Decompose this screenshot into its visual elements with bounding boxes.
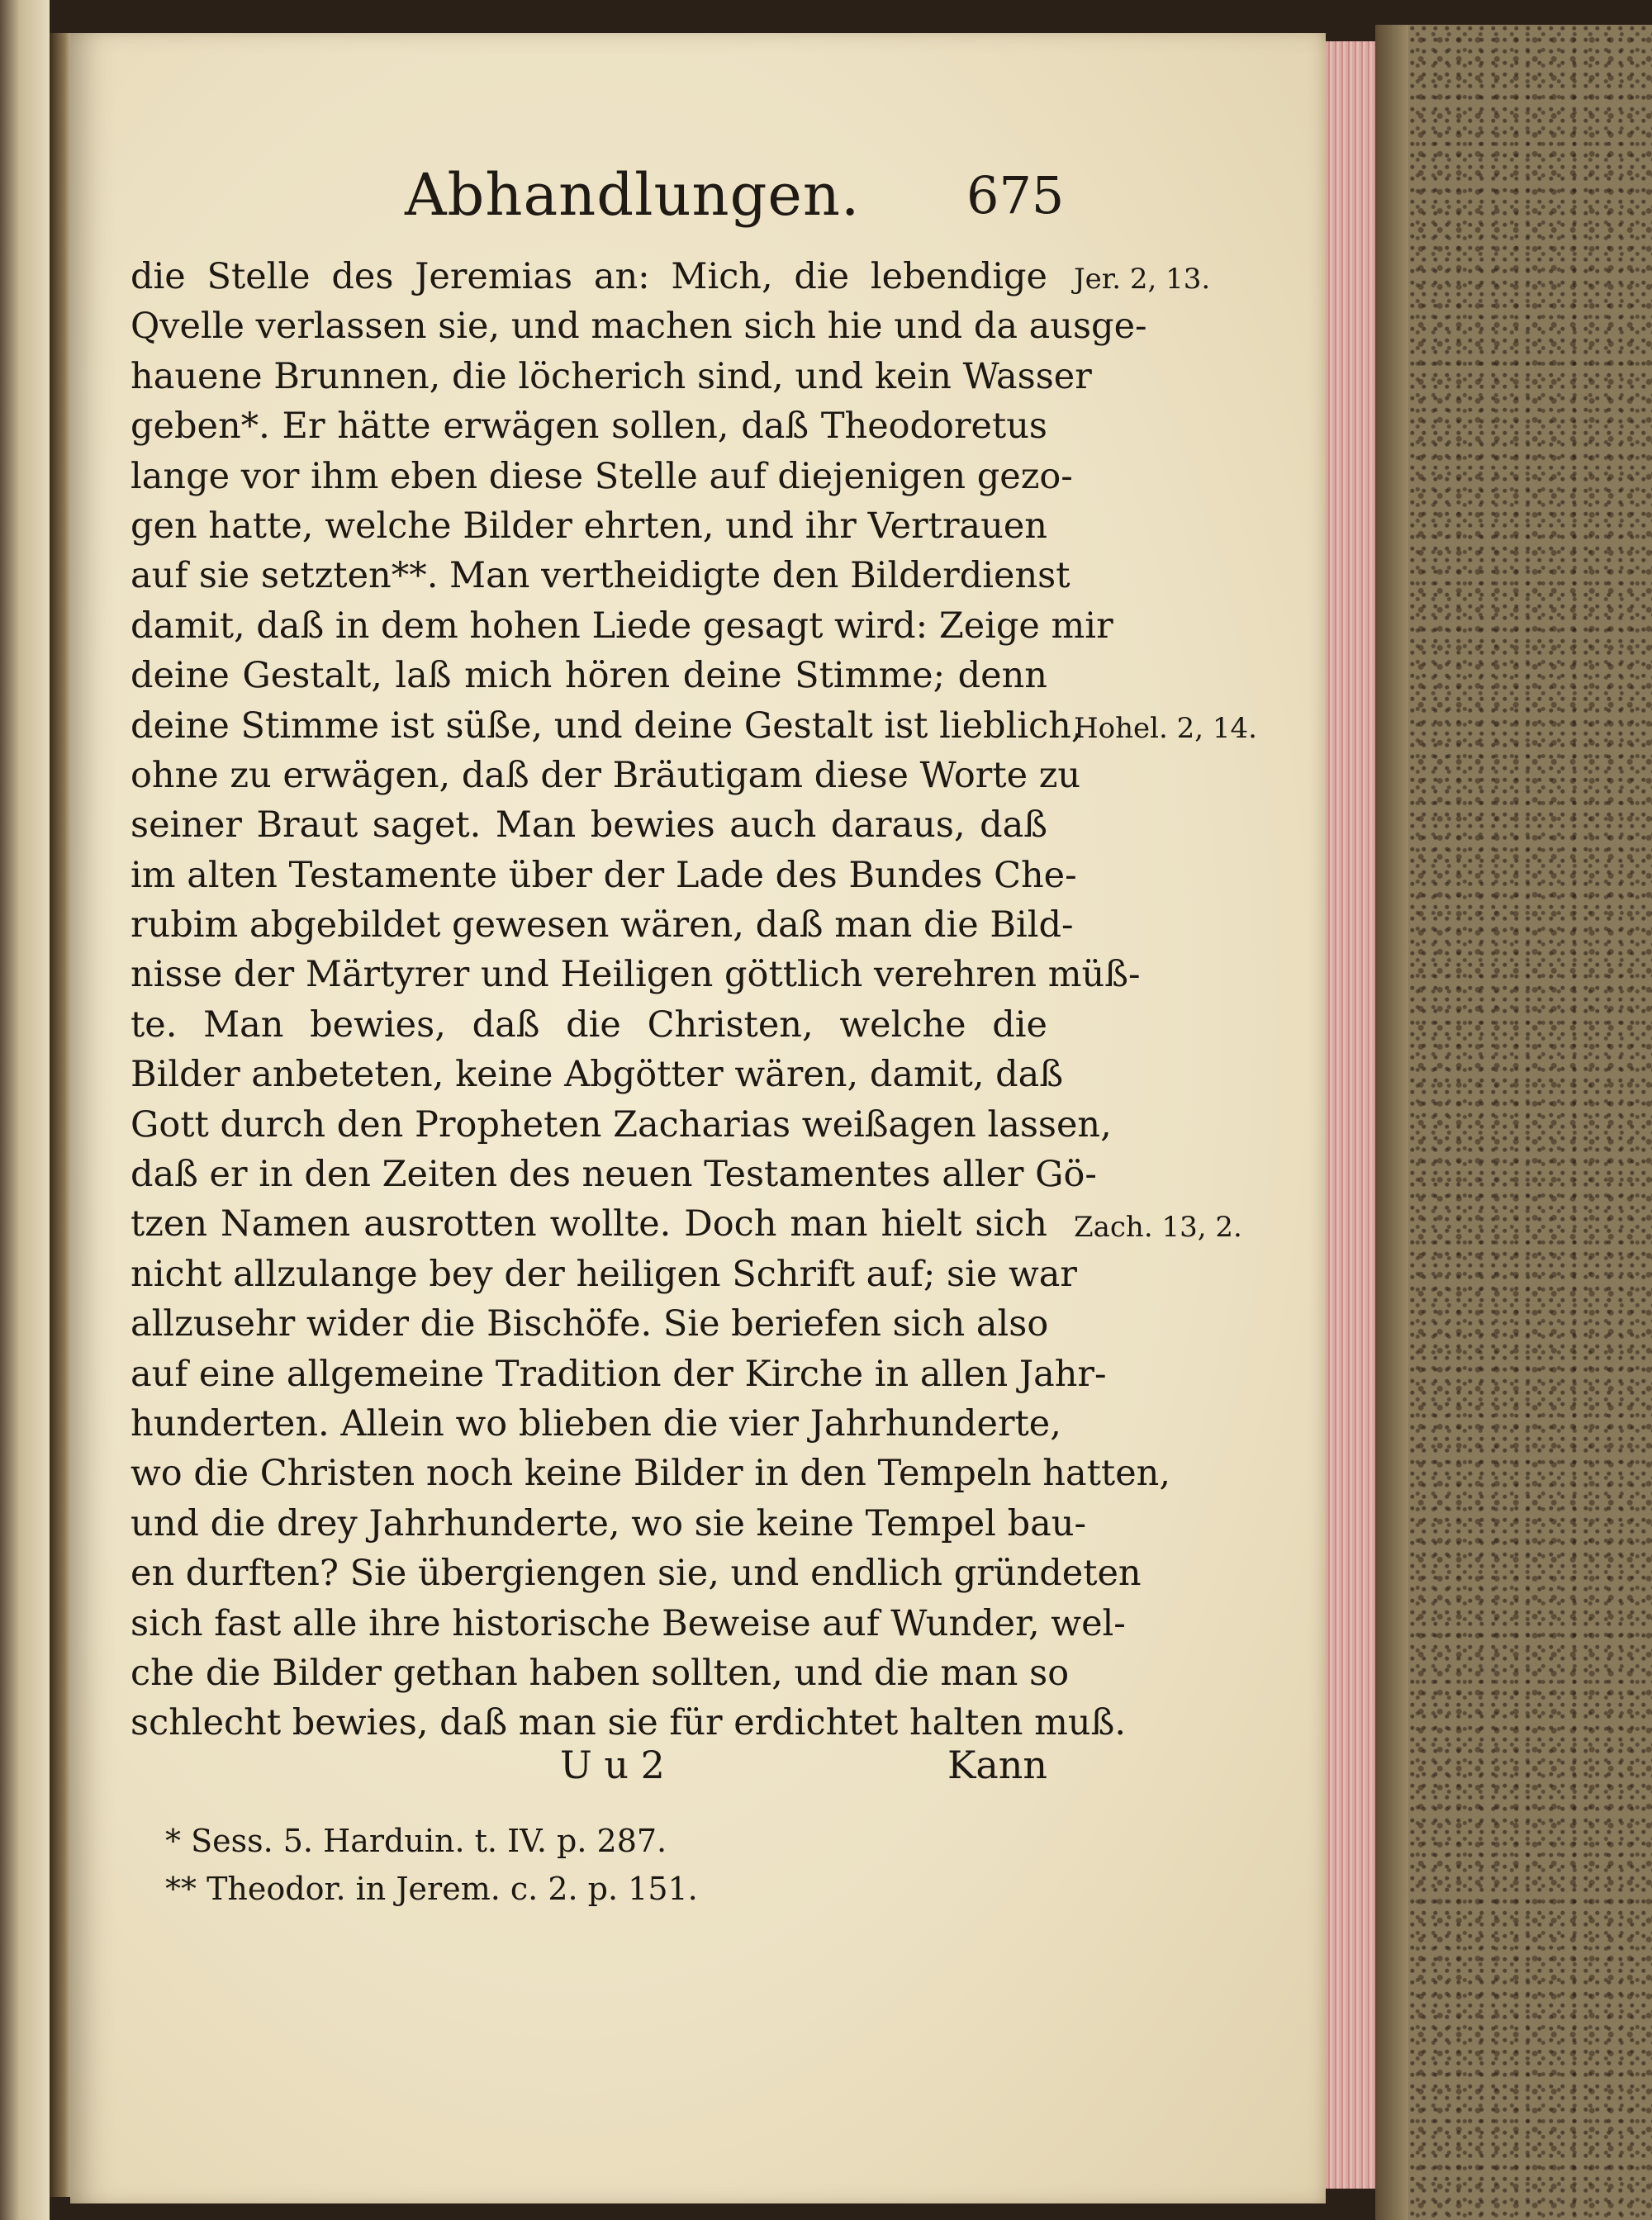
text-line: lange vor ihm eben diese Stelle auf diejenigen gezo- — [131, 455, 1073, 497]
text-line: daß er in den Zeiten des neuen Testamentes aller Gö- — [131, 1154, 1097, 1196]
footnote: ** Theodor. in Jerem. c. 2. p. 151. — [165, 1871, 698, 1907]
text-line: hauene Brunnen, die löcherich sind, und kein Wasser — [131, 355, 1092, 397]
text-line: hunderten. Allein wo blieben die vier Jahrhunderte, — [131, 1402, 1061, 1444]
footnote: * Sess. 5. Harduin. t. IV. p. 287. — [165, 1823, 667, 1859]
text-line: auf sie setzten**. Man vertheidigte den Bilderdienst — [131, 555, 1070, 597]
text-line: en durften? Sie übergiengen sie, und endlich gründeten — [131, 1553, 1142, 1595]
text-line: deine Stimme ist süße, und deine Gestalt ist lieblich, — [131, 704, 1083, 747]
text-line: Bilder anbeteten, keine Abgötter wären, damit, daß — [131, 1054, 1064, 1096]
text-line: rubim abgebildet gewesen wären, daß man die Bild- — [131, 904, 1074, 946]
page-number: 675 — [966, 165, 1065, 225]
cover-edge — [1375, 25, 1408, 2220]
text-line: allzusehr wider die Bischöfe. Sie beriefen sich also — [131, 1303, 1049, 1345]
book-cover — [1375, 25, 1652, 2220]
text-line: seiner Braut saget. Man bewies auch daraus, daß — [131, 804, 1047, 847]
margin-note-hohelied: Hohel. 2, 14. — [1074, 712, 1257, 745]
text-line: damit, daß in dem hohen Liede gesagt wird: Zeige mir — [131, 605, 1113, 647]
text-line: die Stelle des Jeremias an: Mich, die lebendige — [131, 256, 1047, 297]
text-line: wo die Christen noch keine Bilder in den Tempeln hatten, — [131, 1453, 1171, 1495]
text-line: Gott durch den Propheten Zacharias weißagen lassen, — [131, 1103, 1112, 1146]
text-line: deine Gestalt, laß mich hören deine Stimme; denn — [131, 655, 1047, 697]
text-line: Qvelle verlassen sie, und machen sich hie und da ausge- — [131, 306, 1147, 348]
margin-note-zacharias: Zach. 13, 2. — [1074, 1211, 1242, 1244]
text-line: nicht allzulange bey der heiligen Schrift auf; sie war — [131, 1253, 1077, 1295]
catchword: Kann — [947, 1743, 1047, 1787]
text-line: sich fast alle ihre historische Beweise auf Wunder, wel- — [131, 1602, 1126, 1644]
signature-line — [131, 1743, 1047, 1792]
margin-note-jeremiah: Jer. 2, 13. — [1074, 263, 1211, 296]
text-line: schlecht bewies, daß man sie für erdichtet halten muß. — [131, 1702, 1127, 1744]
text-line: im alten Testamente über der Lade des Bundes Che- — [131, 854, 1077, 896]
running-head: Abhandlungen. — [405, 161, 861, 229]
text-line: tzen Namen ausrotten wollte. Doch man hielt sich — [131, 1203, 1047, 1245]
text-line: nisse der Märtyrer und Heiligen göttlich verehren müß- — [131, 954, 1141, 996]
text-line: che die Bilder gethan haben sollten, und die man so — [131, 1652, 1070, 1694]
footnotes — [165, 1817, 991, 1913]
text-line: gen hatte, welche Bilder ehrten, und ihr Vertrauen — [131, 505, 1047, 547]
text-line: te. Man bewies, daß die Christen, welche die — [131, 1003, 1047, 1046]
page-block-edge — [1326, 41, 1378, 2189]
text-line: und die drey Jahrhunderte, wo sie keine Tempel bau- — [131, 1502, 1086, 1544]
text-line: geben*. Er hätte erwägen sollen, daß Theodoretus — [131, 406, 1047, 448]
text-line: auf eine allgemeine Tradition der Kirche in allen Jahr- — [131, 1353, 1107, 1395]
text-line: ohne zu erwägen, daß der Bräutigam diese Worte zu — [131, 754, 1081, 796]
signature-mark: U u 2 — [560, 1743, 665, 1787]
facing-page-edge — [0, 0, 50, 2220]
